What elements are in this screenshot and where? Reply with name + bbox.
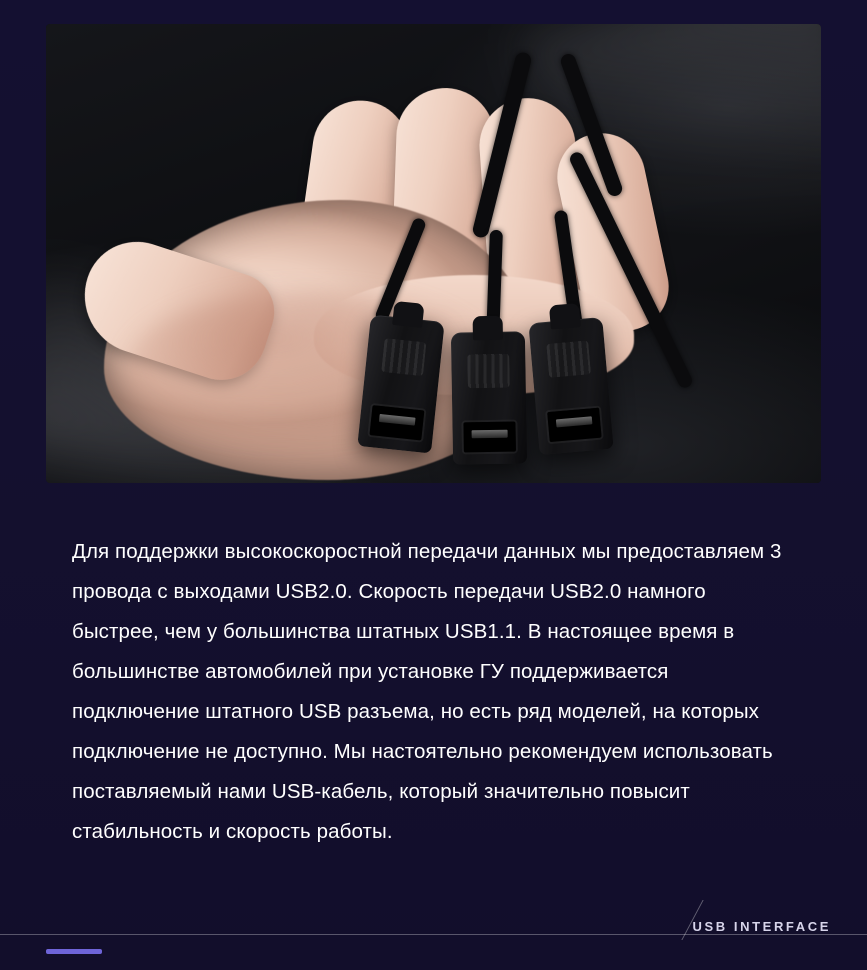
- usb-connector-right: [528, 317, 613, 455]
- usb-neck-right: [549, 303, 581, 330]
- hand-illustration: [64, 80, 744, 480]
- footer-label: USB INTERFACE: [692, 919, 831, 934]
- usb-port-left: [369, 405, 424, 440]
- usb-logo-left-icon: [381, 338, 426, 376]
- usb-logo-right-icon: [546, 340, 591, 378]
- footer-accent-bar: [46, 949, 102, 954]
- footer: [0, 898, 867, 970]
- usb-neck-left: [392, 301, 424, 328]
- usb-port-middle: [463, 422, 516, 453]
- usb-logo-middle-icon: [467, 354, 510, 389]
- usb-connector-left: [357, 314, 444, 453]
- usb-neck-middle: [473, 316, 503, 341]
- description-paragraph: Для поддержки высокоскоростной передачи данных мы предоставляем 3 провода с выходами USB2.0. Скорость передачи USB2.0 намного быстрее, чем у большинства штатных USB1.1. В настоящее время в большинстве автомобилей при установке ГУ поддерживается подключение штатного USB разъема, но есть ряд моделей, на которых подключение не доступно. Мы настоятельно рекомендуем использовать поставляемый нами USB-кабель, который значительно повысит стабильность и скорость работы.: [72, 540, 782, 843]
- usb-port-right: [547, 408, 601, 442]
- footer-divider: [0, 934, 867, 935]
- usb-connector-middle: [451, 331, 527, 464]
- hero-image: [46, 24, 821, 483]
- palm-shadow: [124, 290, 504, 450]
